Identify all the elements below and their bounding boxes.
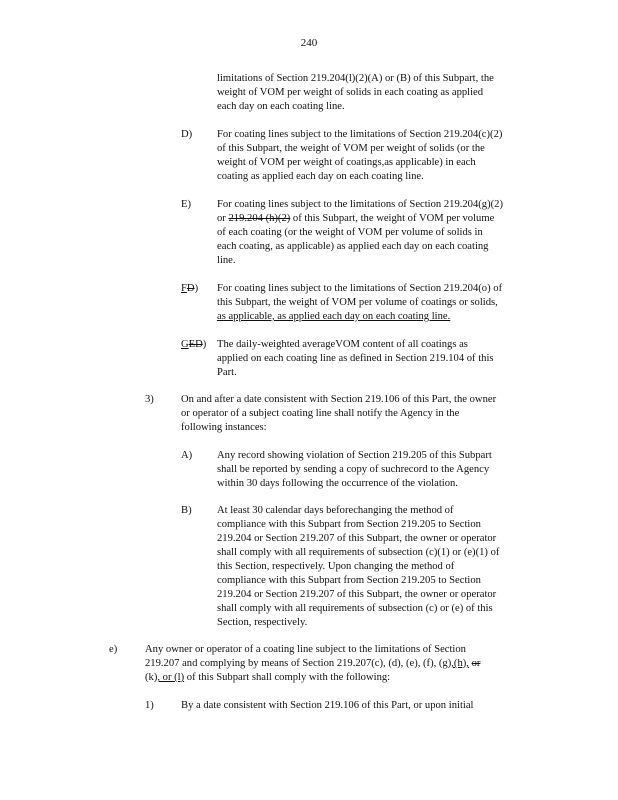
item-3a-paragraph — [217, 449, 532, 491]
text-line: shall comply with all requirements of subsection (c)(1) or (e)(1) of — [217, 547, 500, 558]
text-line: Section, respectively. — [217, 617, 308, 628]
item-d-label: D) — [181, 129, 193, 140]
text-line: within 30 days following the occurrence of the violation. — [217, 478, 458, 489]
text-line: this Subpart, the weight of VOM per volume of coatings or solids, — [217, 297, 498, 308]
item-e-label: E) — [181, 199, 191, 210]
text-line: Part. — [217, 367, 237, 378]
item-3-paragraph — [181, 393, 536, 435]
item-f-paragraph — [217, 282, 542, 324]
text-line: The daily-weighted averageVOM content of all coatings as — [217, 339, 468, 350]
text-line: this Section, respectively. Upon changing the method of — [217, 561, 455, 572]
item-g-paragraph — [217, 338, 532, 380]
text-line: For coating lines subject to the limitations of Section 219.204(o) of — [217, 283, 503, 294]
text-line: compliance with this Subpart from Section 219.205 to Section — [217, 575, 481, 586]
struck-text: E — [188, 339, 196, 350]
text-line: each coating, as applicable) as applied each day on each coating — [217, 241, 489, 252]
inserted-text: G — [181, 339, 189, 350]
inserted-text: , or (l) — [157, 672, 185, 683]
struck-text: 219.204 (h)(2) — [228, 213, 291, 224]
text-line: coating as applied each day on each coating line. — [217, 171, 424, 182]
text-line: of this Subpart, the weight of VOM per weight of solids (or the — [217, 143, 485, 154]
text-line: line. — [217, 255, 236, 266]
text-line: 219.204 or Section 219.207 of this Subpart, the owner or operator — [217, 589, 497, 600]
item-e-paragraph — [217, 198, 532, 268]
text-line: shall comply with all requirements of subsection (c) or (e) of this — [217, 603, 493, 614]
text-line: On and after a date consistent with Section 219.106 of this Part, the owner — [181, 394, 497, 405]
inserted-text: ,(h), — [451, 658, 469, 669]
item-f-label: FD) — [181, 283, 199, 294]
text-line: Any record showing violation of Section 219.205 of this Subpart — [217, 450, 492, 461]
text-line: For coating lines subject to the limitations of Section 219.204(c)(2) — [217, 129, 503, 140]
text-line: Any owner or operator of a coating line subject to the limitations of Section — [145, 644, 466, 655]
item-g-label: GED) — [181, 339, 207, 350]
text-line: weight of VOM per weight of coatings,as applicable) in each — [217, 157, 476, 168]
struck-text: D — [186, 283, 195, 294]
page-number: 240 — [300, 37, 318, 49]
text-line: of each coating (or the weight of VOM per volume of solids in — [217, 227, 483, 238]
text-line: weight of VOM per weight of solids in each coating as applied — [217, 87, 484, 98]
item-1-paragraph — [181, 699, 526, 713]
text-line: each day on each coating line. — [217, 101, 345, 112]
struck-text: or — [471, 658, 481, 669]
text-line: applied on each coating line as defined in Section 219.104 of this — [217, 353, 494, 364]
text-line: At least 30 calendar days beforechanging the method of — [217, 505, 454, 516]
text-line: limitations of Section 219.204(l)(2)(A) or (B) of this Subpart, the — [217, 73, 494, 84]
text-line: compliance with this Subpart from Section 219.205 to Section — [217, 519, 481, 530]
item-3-label: 3) — [145, 394, 154, 405]
text-line: 219.207 and complying by means of Section 219.207(c), (d), (e), (f), (g),(h), or — [145, 658, 481, 669]
text-line: shall be reported by sending a copy of suchrecord to the Agency — [217, 464, 490, 475]
item-e-main-label: e) — [109, 644, 118, 655]
text-line: or 219.204 (h)(2) of this Subpart, the weight of VOM per volume — [217, 213, 495, 224]
struck-text: D — [195, 339, 203, 350]
text-line: By a date consistent with Section 219.106 of this Part, or upon initial — [181, 700, 474, 711]
text-line: (k), or (l) of this Subpart shall comply with the following: — [145, 672, 391, 683]
item-3b-paragraph — [217, 504, 539, 630]
item-3b-label: B) — [181, 505, 192, 516]
item-1-label: 1) — [145, 700, 154, 711]
continuation-paragraph — [217, 72, 532, 114]
text-line: or operator of a subject coating line shall notify the Agency in the — [181, 408, 460, 419]
text-line: For coating lines subject to the limitations of Section 219.204(g)(2) — [217, 199, 503, 210]
item-e-main-paragraph — [145, 643, 530, 685]
item-3a-label: A) — [181, 450, 193, 461]
inserted-text: F — [181, 283, 187, 294]
inserted-text-line: as applicable, as applied each day on each coating line. — [217, 311, 451, 322]
text-line: following instances: — [181, 422, 267, 433]
text-line: 219.204 or Section 219.207 of this Subpart, the owner or operator — [217, 533, 497, 544]
item-d-paragraph — [217, 128, 532, 184]
